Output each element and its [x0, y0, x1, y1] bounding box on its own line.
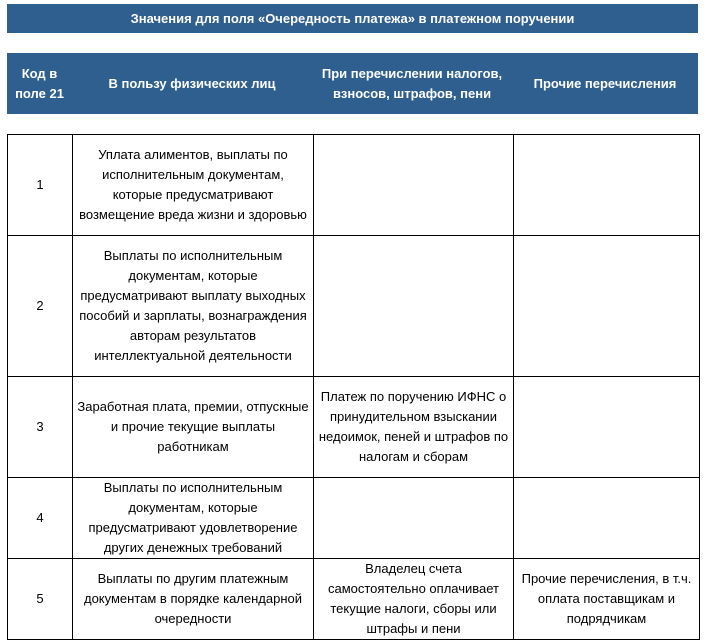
cell-individuals: Заработная плата, премии, отпускные и прочие текущие выплаты работникам: [73, 377, 314, 478]
table-row: [8, 236, 700, 377]
cell-taxes: Владелец счета самостоятельно оплачивает текущие налоги, сборы или штрафы и пени: [314, 559, 514, 640]
cell-taxes: [314, 135, 514, 236]
cell-other: [514, 236, 700, 377]
table-row: [8, 377, 700, 478]
table-title-text: Значения для поля «Очередность платежа» в платежном поручении: [130, 11, 575, 26]
cell-taxes: [314, 236, 514, 377]
cell-taxes: [314, 478, 514, 559]
cell-other: [514, 135, 700, 236]
header-code: Код в поле 21: [15, 65, 64, 101]
cell-other: [514, 478, 700, 559]
cell-code: 5: [8, 559, 73, 640]
cell-code: 2: [8, 236, 73, 377]
table-row: [8, 478, 700, 559]
table-row: [8, 135, 700, 236]
priority-table: [7, 134, 700, 640]
cell-other: [514, 377, 700, 478]
column-header-row: [7, 53, 698, 114]
cell-code: 3: [8, 377, 73, 478]
cell-other: Прочие перечисления, в т.ч. оплата поставщикам и подрядчикам: [514, 559, 700, 640]
header-other: Прочие перечисления: [533, 75, 677, 91]
table-title: [7, 4, 698, 33]
cell-individuals: Уплата алиментов, выплаты по исполнительным документам, которые предусматривают возмещение вреда жизни и здоровью: [73, 135, 314, 236]
header-taxes: При перечислении налогов, взносов, штрафов, пени: [321, 65, 503, 101]
cell-taxes: Платеж по поручению ИФНС о принудительном взыскании недоимок, пеней и штрафов по налогам и сборам: [314, 377, 514, 478]
cell-code: 4: [8, 478, 73, 559]
cell-individuals: Выплаты по исполнительным документам, которые предусматривают удовлетворение других денежных требований: [73, 478, 314, 559]
table-row: [8, 559, 700, 640]
cell-individuals: Выплаты по исполнительным документам, которые предусматривают выплату выходных пособий и зарплаты, вознаграждения авторам результатов интеллектуальной деятельности: [73, 236, 314, 377]
cell-individuals: Выплаты по другим платежным документам в порядке календарной очередности: [73, 559, 314, 640]
header-individuals: В пользу физических лиц: [108, 75, 276, 91]
cell-code: 1: [8, 135, 73, 236]
